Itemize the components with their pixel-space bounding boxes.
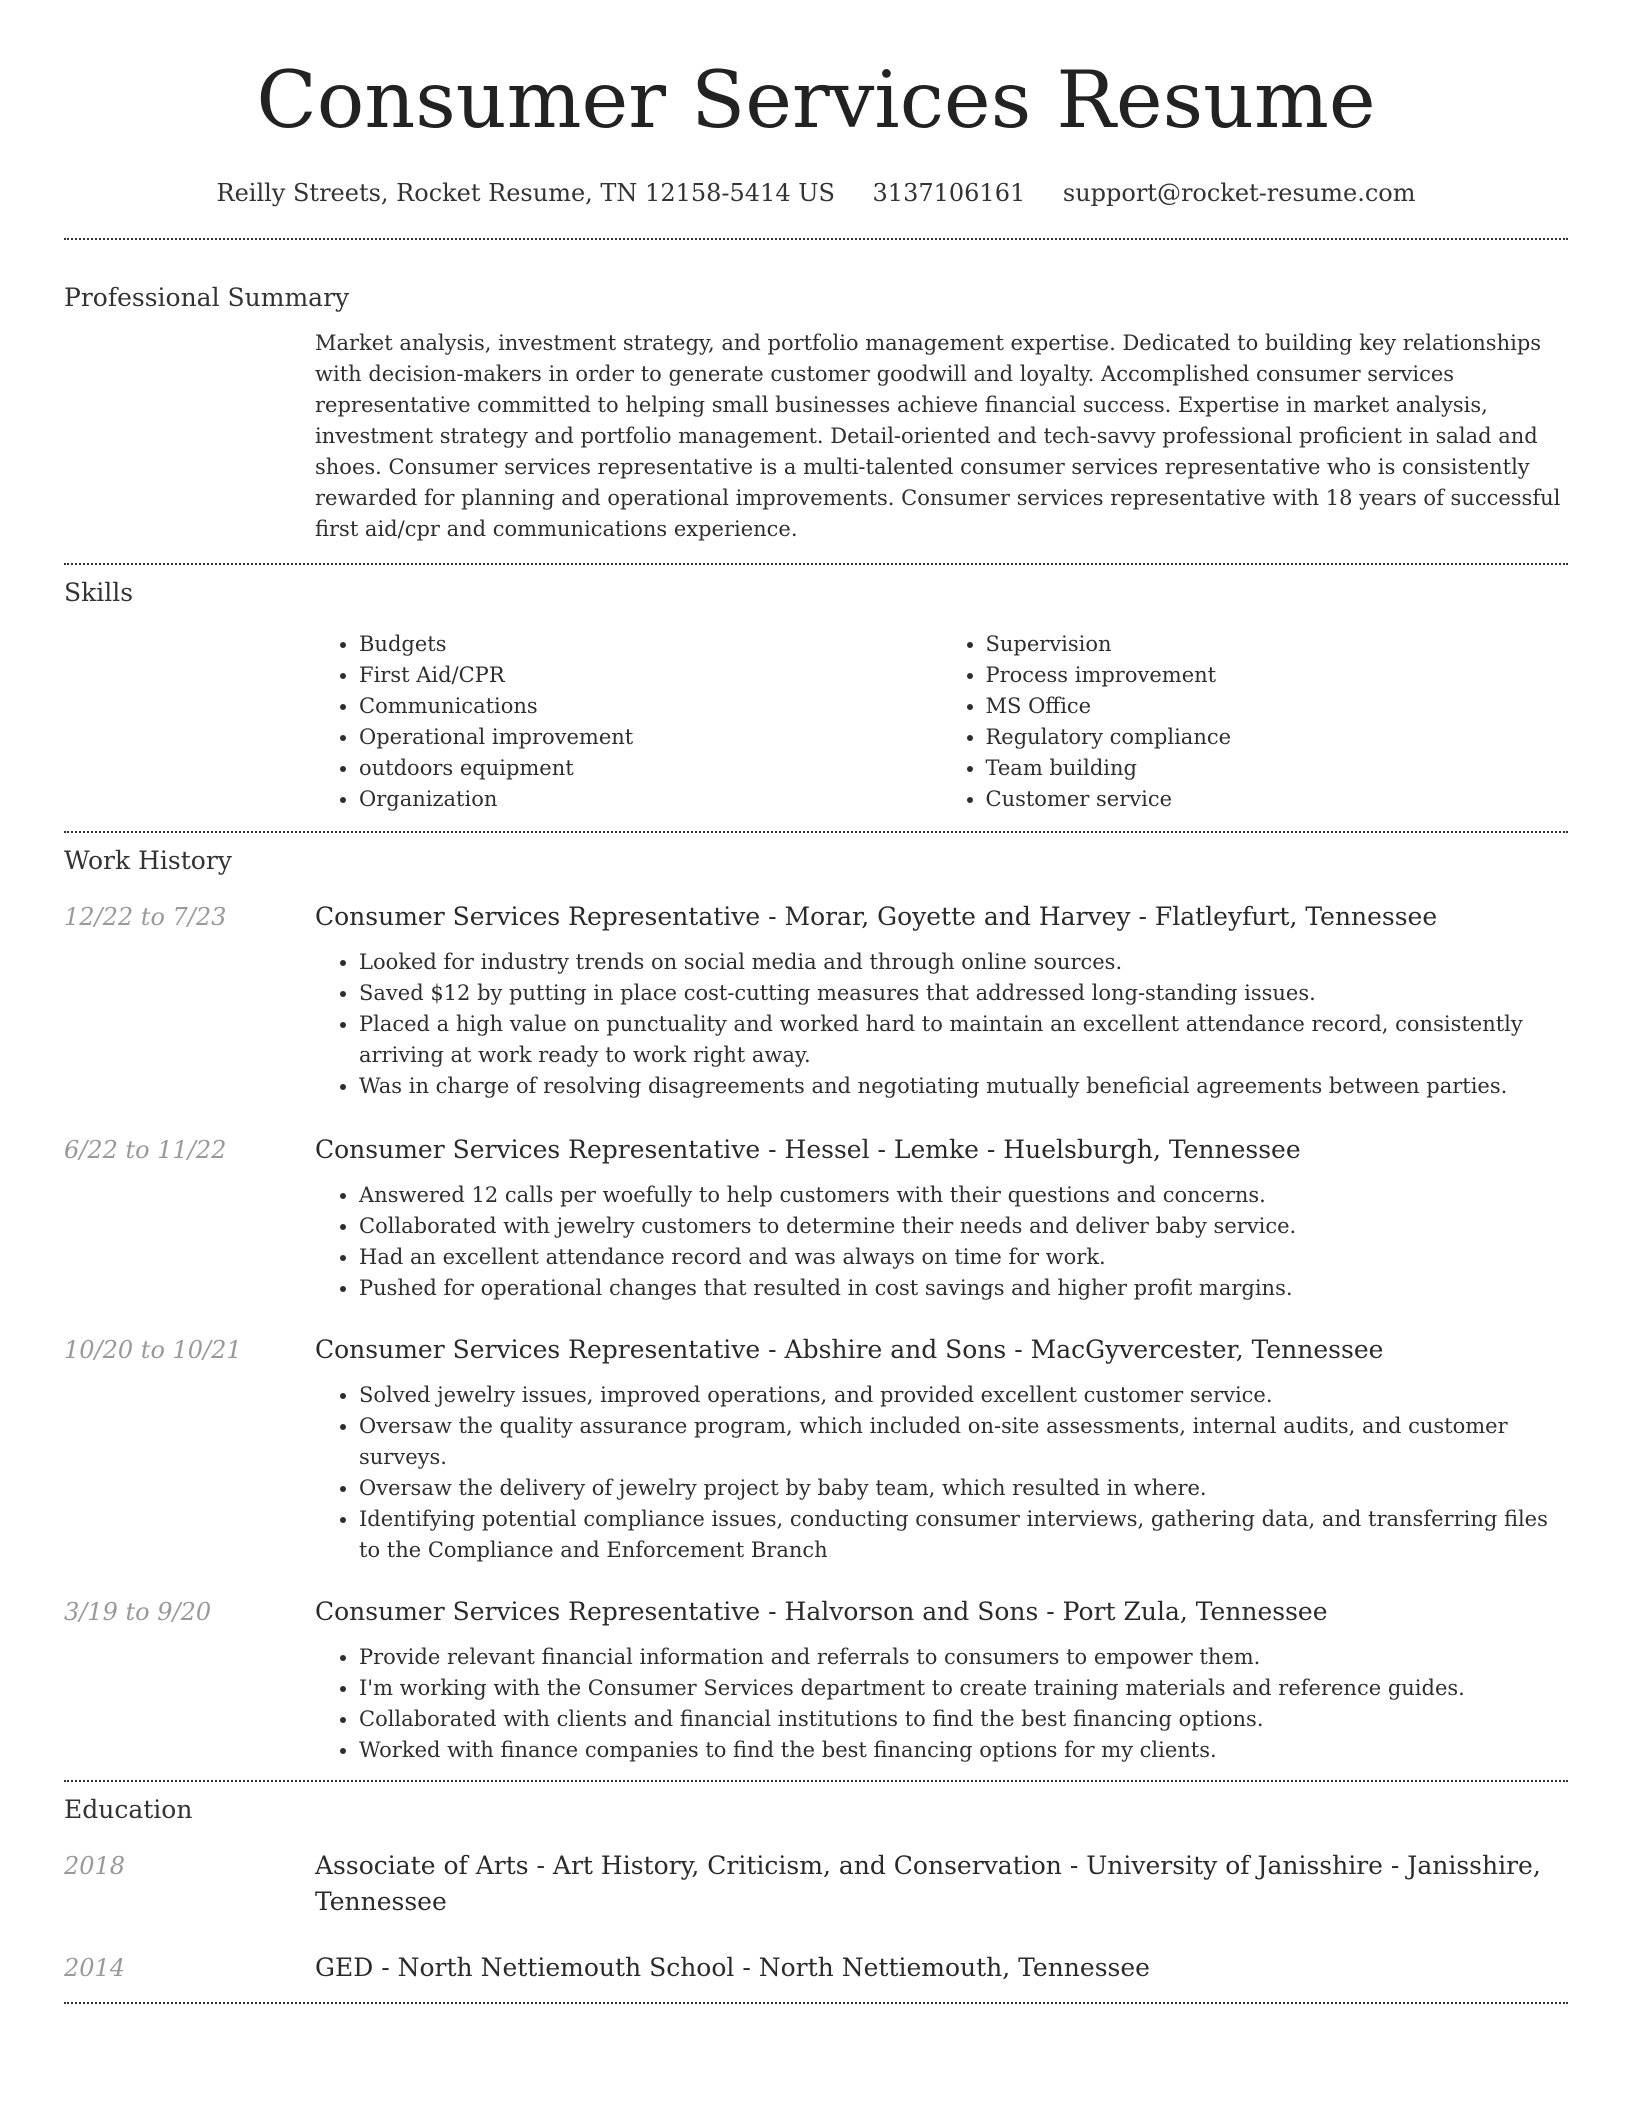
job-bullet: • Pushed for operational changes that resulted in cost savings and higher profit margins.: [359, 1273, 1568, 1304]
job-bullet: • Oversaw the quality assurance program, which included on-site assessments, internal audits, and customer surveys.: [359, 1411, 1568, 1473]
job-bullet: • Was in charge of resolving disagreements and negotiating mutually beneficial agreements between parties.: [359, 1071, 1568, 1102]
work-section: [64, 845, 1568, 1766]
job-bullet: • Saved $12 by putting in place cost-cutting measures that addressed long-standing issues.: [359, 978, 1568, 1009]
skill-item: • Process improvement: [986, 660, 1569, 691]
education-details: [315, 1950, 1568, 1986]
skills-section: [64, 577, 1568, 815]
skill-item: • Organization: [359, 784, 942, 815]
job-bullet: • Collaborated with clients and financial institutions to find the best financing options.: [359, 1704, 1568, 1735]
job-bullet: • Had an excellent attendance record and was always on time for work.: [359, 1242, 1568, 1273]
contact-address: Reilly Streets, Rocket Resume, TN 12158-5414 US: [216, 179, 835, 207]
contact-email[interactable]: support@rocket-resume.com: [1062, 179, 1416, 207]
divider: [64, 1780, 1568, 1782]
skills-list-left: [315, 629, 942, 815]
job-dates: 12/22 to 7/23: [64, 903, 227, 931]
job-bullet: • Answered 12 calls per woefully to help customers with their questions and concerns.: [359, 1180, 1568, 1211]
skill-item: • Communications: [359, 691, 942, 722]
skill-item: • Supervision: [986, 629, 1569, 660]
job-details: [315, 1132, 1568, 1304]
job-dates: 6/22 to 11/22: [64, 1136, 227, 1164]
education-section: [64, 1794, 1568, 1986]
skill-item: • Budgets: [359, 629, 942, 660]
skill-item: • First Aid/CPR: [359, 660, 942, 691]
job-bullet: • I'm working with the Consumer Services department to create training materials and reference guides.: [359, 1673, 1568, 1704]
skills-list-right: [942, 629, 1569, 815]
job-title: Consumer Services Representative - Halvorson and Sons - Port Zula, Tennessee: [315, 1597, 1328, 1626]
education-details: [315, 1848, 1568, 1920]
skill-item: • outdoors equipment: [359, 753, 942, 784]
skill-item: • MS Office: [986, 691, 1569, 722]
education-year: 2014: [64, 1954, 126, 1982]
job-dates: 3/19 to 9/20: [64, 1598, 212, 1626]
education-year: 2018: [64, 1852, 126, 1880]
divider: [64, 831, 1568, 833]
summary-text: Market analysis, investment strategy, and portfolio management expertise. Dedicated to building key relationships with decision-makers in order to generate customer goodwill and loyalty. Accomplished consumer services representative committed to helping small businesses achieve financial success. Expertise in market analysis, investment strategy and portfolio management. Detail-oriented and tech-savvy professional proficient in salad and shoes. Consumer services representative is a multi-talented consumer services representative who is consistently rewarded for planning and operational improvements. Consumer services representative with 18 years of successful first aid/cpr and communications experience.: [315, 331, 1561, 541]
job-entry: [64, 1132, 1568, 1304]
skills-columns: [315, 629, 1568, 815]
job-details: [315, 1594, 1568, 1766]
divider: [64, 563, 1568, 565]
job-title: Consumer Services Representative - Hessel - Lemke - Huelsburgh, Tennessee: [315, 1135, 1301, 1164]
job-bullet: • Looked for industry trends on social media and through online sources.: [359, 947, 1568, 978]
job-bullet: • Identifying potential compliance issues, conducting consumer interviews, gathering data, and transferring files to the Compliance and Enforcement Branch: [359, 1504, 1568, 1566]
contact-phone: 3137106161: [872, 179, 1026, 207]
work-heading: Work History: [64, 846, 232, 875]
job-bullet: • Worked with finance companies to find the best financing options for my clients.: [359, 1735, 1568, 1766]
job-entry: [64, 1332, 1568, 1566]
job-bullet: • Collaborated with jewelry customers to determine their needs and deliver baby service.: [359, 1211, 1568, 1242]
job-bullet: • Solved jewelry issues, improved operations, and provided excellent customer service.: [359, 1380, 1568, 1411]
divider: [64, 2002, 1568, 2004]
job-bullet: • Provide relevant financial information and referrals to consumers to empower them.: [359, 1642, 1568, 1673]
job-bullets: [315, 947, 1568, 1102]
skill-item: • Customer service: [986, 784, 1569, 815]
summary-heading: Professional Summary: [64, 283, 350, 312]
job-dates: 10/20 to 10/21: [64, 1336, 242, 1364]
job-title: Consumer Services Representative - Abshire and Sons - MacGyvercester, Tennessee: [315, 1335, 1384, 1364]
summary-section: [64, 282, 1568, 545]
resume-title: Consumer Services Resume: [256, 54, 1376, 146]
job-entry: [64, 1594, 1568, 1766]
education-title: Associate of Arts - Art History, Criticism, and Conservation - University of Janisshire - Janisshire, Tennessee: [315, 1851, 1541, 1916]
divider: [64, 238, 1568, 240]
education-title: GED - North Nettiemouth School - North Nettiemouth, Tennessee: [315, 1953, 1150, 1982]
job-bullets: [315, 1180, 1568, 1304]
skills-heading: Skills: [64, 578, 134, 607]
job-bullets: [315, 1380, 1568, 1566]
education-entry: [64, 1950, 1568, 1986]
job-details: [315, 1332, 1568, 1566]
resume-page: [64, 0, 1568, 2004]
job-bullet: • Oversaw the delivery of jewelry project by baby team, which resulted in where.: [359, 1473, 1568, 1504]
job-bullets: [315, 1642, 1568, 1766]
job-entry: [64, 899, 1568, 1102]
job-bullet: • Placed a high value on punctuality and worked hard to maintain an excellent attendance record, consistently arriving at work ready to work right away.: [359, 1009, 1568, 1071]
job-details: [315, 899, 1568, 1102]
contact-line: [64, 178, 1568, 208]
skill-item: • Regulatory compliance: [986, 722, 1569, 753]
job-title: Consumer Services Representative - Morar, Goyette and Harvey - Flatleyfurt, Tennessee: [315, 902, 1438, 931]
skill-item: • Operational improvement: [359, 722, 942, 753]
education-entry: [64, 1848, 1568, 1920]
education-heading: Education: [64, 1795, 193, 1824]
skill-item: • Team building: [986, 753, 1569, 784]
